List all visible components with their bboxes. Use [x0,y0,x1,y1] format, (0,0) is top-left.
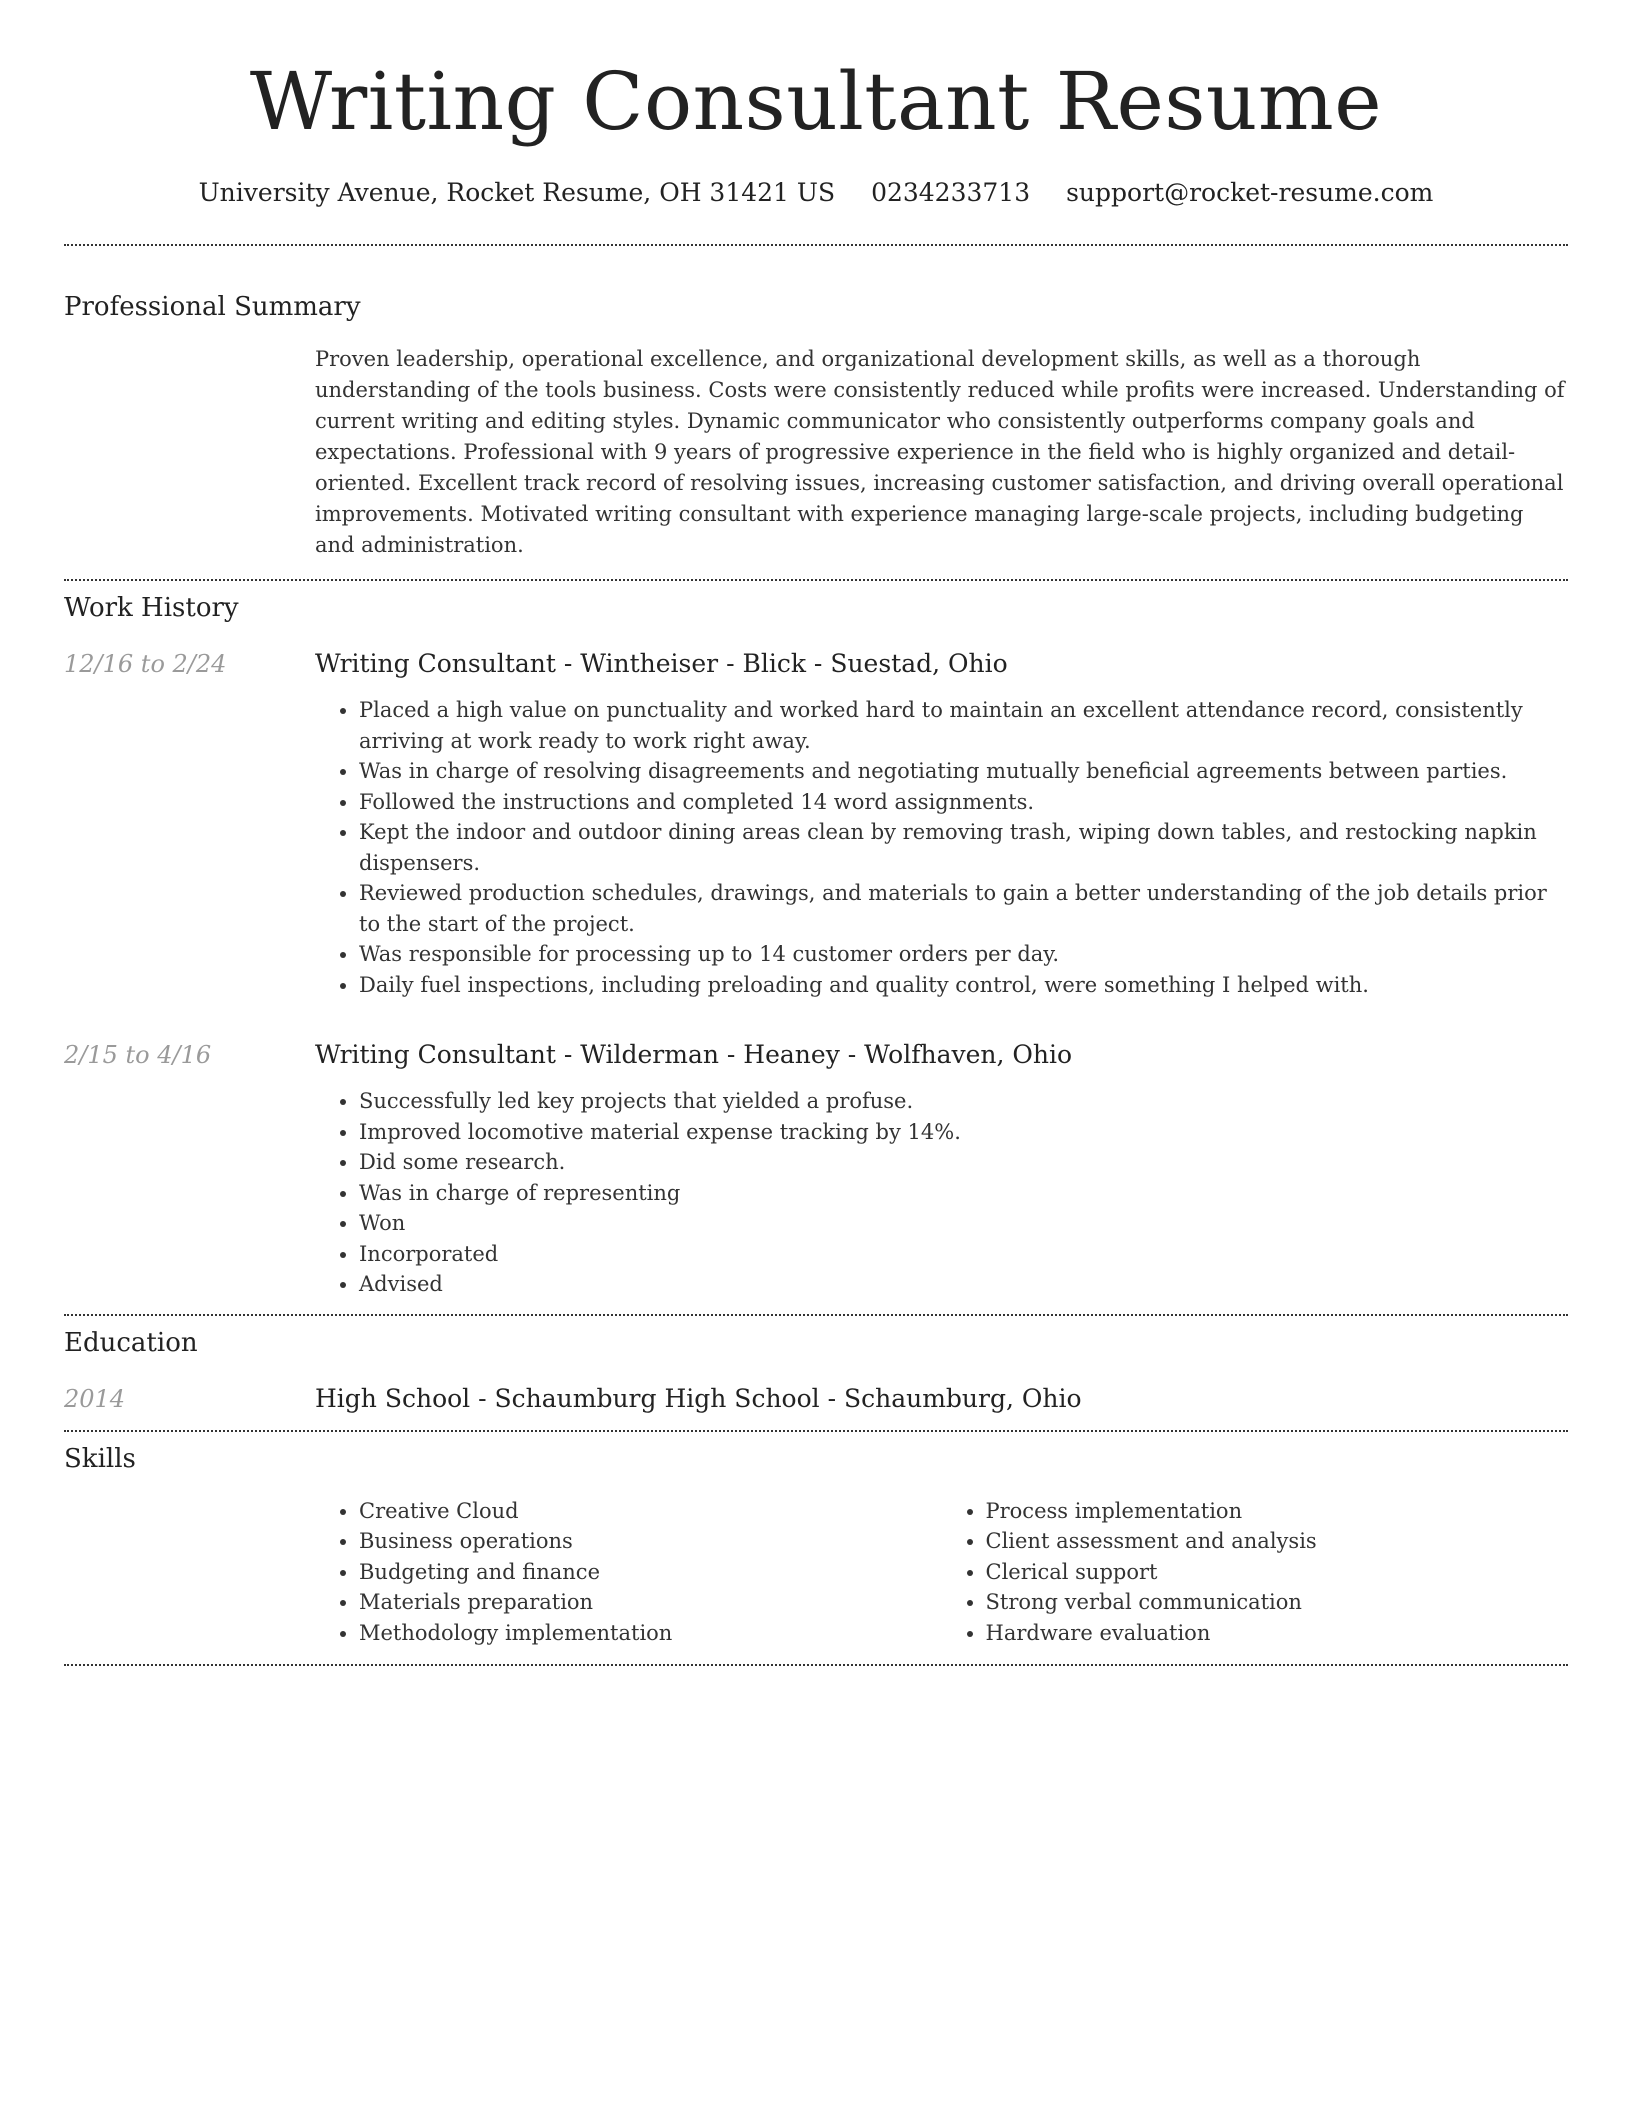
professional-summary-section [64,290,1568,561]
list-item: • Successfully led key projects that yielded a profuse. [359,1086,1568,1117]
contact-address: University Avenue, Rocket Resume, OH 31421 US [198,178,836,207]
skills-grid [315,1496,1568,1649]
job-body [315,647,1568,1000]
list-item: • Kept the indoor and outdoor dining areas clean by removing trash, wiping down tables, and restocking napkin dispensers. [359,817,1568,878]
education-year: 2014 [64,1384,126,1413]
section-title-education: Education [64,1327,198,1358]
job-bullets [315,1086,1568,1300]
list-item: • Strong verbal communication [986,1587,1569,1618]
work-history-section [64,591,1568,1300]
list-item: • Placed a high value on punctuality and worked hard to maintain an excellent attendance record, consistently arriving at work ready to work right away. [359,695,1568,756]
list-item: • Reviewed production schedules, drawings, and materials to gain a better understanding of the job details prior to the start of the project. [359,878,1568,939]
job-title: Writing Consultant - Wilderman - Heaney - Wolfhaven, Ohio [315,1040,1073,1069]
list-item: • Materials preparation [359,1587,942,1618]
list-item: • Process implementation [986,1496,1569,1527]
education-section [64,1326,1568,1416]
list-item: • Won [359,1208,1568,1239]
list-item: • Incorporated [359,1239,1568,1270]
divider [64,1664,1568,1666]
list-item: • Was in charge of representing [359,1178,1568,1209]
list-item: • Daily fuel inspections, including preloading and quality control, were something I helped with. [359,970,1568,1001]
skills-list-right [942,1496,1569,1649]
list-item: • Methodology implementation [359,1618,942,1649]
list-item: • Improved locomotive material expense tracking by 14%. [359,1117,1568,1148]
list-item: • Client assessment and analysis [986,1526,1569,1557]
divider [64,1430,1568,1432]
education-entry [64,1382,1568,1416]
skills-column-left [315,1496,942,1649]
divider [64,579,1568,581]
job-bullets [315,695,1568,1000]
job-entry [64,647,1568,1000]
list-item: • Followed the instructions and completed 14 word assignments. [359,787,1568,818]
summary-text: Proven leadership, operational excellence, and organizational development skills, as well as a thorough understanding of the tools business. Costs were consistently reduced while profits were increased. Understanding of current writing and editing styles. Dynamic communicator who consistently outperforms company goals and expectations. Professional with 9 years of progressive experience in the field who is highly organized and detail-oriented. Excellent track record of resolving issues, increasing customer satisfaction, and driving overall operational improvements. Motivated writing consultant with experience managing large-scale projects, including budgeting and administration. [315,347,1565,557]
list-item: • Did some research. [359,1147,1568,1178]
education-title: High School - Schaumburg High School - Schaumburg, Ohio [315,1383,1082,1413]
job-entry [64,1038,1568,1300]
list-item: • Creative Cloud [359,1496,942,1527]
section-title-skills: Skills [64,1443,136,1474]
list-item: • Business operations [359,1526,942,1557]
job-dates: 12/16 to 2/24 [64,650,227,678]
contact-line [64,176,1568,210]
divider [64,244,1568,246]
list-item: • Was responsible for processing up to 14 customer orders per day. [359,939,1568,970]
education-body [315,1382,1568,1416]
list-item: • Hardware evaluation [986,1618,1569,1649]
skills-column-right [942,1496,1569,1649]
section-title-summary: Professional Summary [64,292,361,322]
section-title-work-history: Work History [64,593,239,623]
list-item: • Clerical support [986,1557,1569,1588]
contact-phone: 0234233713 [871,178,1031,207]
job-body [315,1038,1568,1300]
job-dates: 2/15 to 4/16 [64,1041,212,1069]
job-title: Writing Consultant - Wintheiser - Blick - Suestad, Ohio [315,649,1008,678]
skills-section [64,1442,1568,1649]
list-item: • Budgeting and finance [359,1557,942,1588]
resume-title: Writing Consultant Resume [249,55,1383,148]
list-item: • Was in charge of resolving disagreements and negotiating mutually beneficial agreements between parties. [359,756,1568,787]
list-item: • Advised [359,1269,1568,1300]
divider [64,1314,1568,1316]
skills-list-left [315,1496,942,1649]
resume-header [64,0,1568,210]
contact-email: support@rocket-resume.com [1066,178,1434,207]
